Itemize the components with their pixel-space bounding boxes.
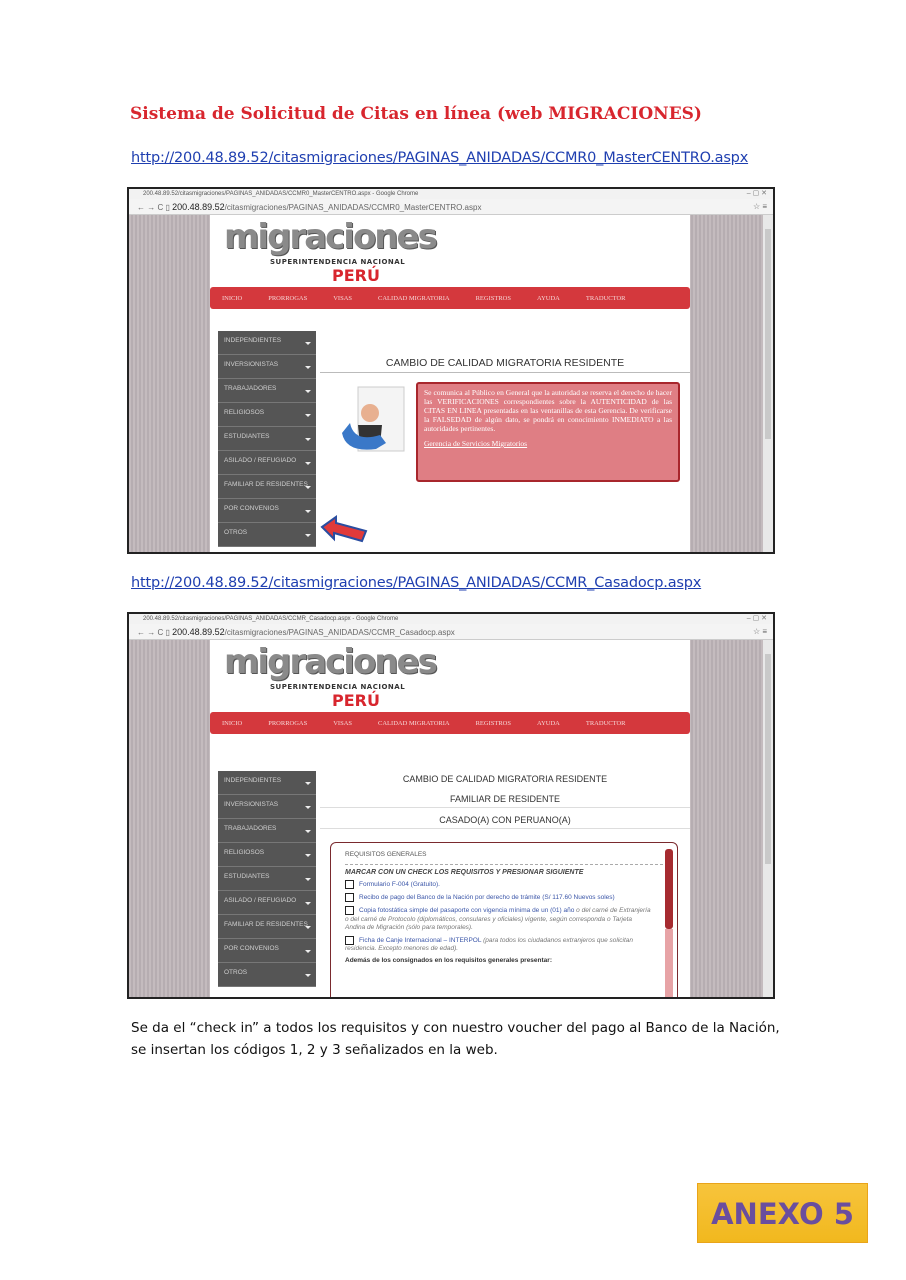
notice-box <box>416 382 680 482</box>
page-subheading-2: CASADO(A) CON PERUANO(A) <box>320 815 690 829</box>
window-titlebar <box>129 614 773 624</box>
sidebar-item[interactable]: FAMILIAR DE RESIDENTES <box>218 915 316 939</box>
nav-registros[interactable]: REGISTROS <box>475 719 511 727</box>
sidebar-item[interactable]: OTROS <box>218 963 316 987</box>
sidebar <box>218 331 316 547</box>
document-title: Sistema de Solicitud de Citas en línea (web MIGRACIONES) <box>130 104 702 124</box>
nav-prorrogas[interactable]: PRORROGAS <box>268 719 308 727</box>
sidebar <box>218 771 316 987</box>
address-bar[interactable]: ← → C ▯ 200.48.89.52/citasmigraciones/PAGINAS_ANIDADAS/CCMR_Casadocp.aspx ☆ ≡ <box>129 624 773 640</box>
sidebar-item[interactable]: OTROS <box>218 523 316 547</box>
nav-inicio[interactable]: INICIO <box>222 294 243 302</box>
page-heading: CAMBIO DE CALIDAD MIGRATORIA RESIDENTE <box>402 774 608 784</box>
sidebar-item[interactable]: INVERSIONISTAS <box>218 795 316 819</box>
instruction: MARCAR CON UN CHECK LOS REQUISITOS Y PRESIONAR SIGUIENTE <box>345 869 584 876</box>
page-heading: CAMBIO DE CALIDAD MIGRATORIA RESIDENTE <box>320 357 690 373</box>
browser-screenshot-2 <box>127 612 775 999</box>
window-title: 200.48.89.52/citasmigraciones/PAGINAS_ANIDADAS/CCMR0_MasterCENTRO.aspx - Google Chrome <box>143 191 419 197</box>
notice-signature-link[interactable]: Gerencia de Servicios Migratorios <box>424 439 528 448</box>
annex-label: ANEXO 5 <box>697 1183 868 1243</box>
checkbox[interactable] <box>345 880 354 889</box>
window-controls[interactable]: – ▢ ✕ <box>746 615 767 622</box>
nav-calidad[interactable]: CALIDAD MIGRATORIA <box>378 294 450 302</box>
explanation-paragraph: Se da el “check in” a todos los requisitos y con nuestro voucher del pago al Banco de la Nación, se insertan los códigos 1, 2 y 3 señalizados en la web. <box>131 1020 780 1058</box>
scrollbar[interactable] <box>763 640 773 999</box>
sidebar-item[interactable]: ESTUDIANTES <box>218 427 316 451</box>
sidebar-item[interactable]: INVERSIONISTAS <box>218 355 316 379</box>
requirements-panel <box>330 842 678 999</box>
requirements-title: REQUISITOS GENERALES <box>345 851 663 865</box>
window-title: 200.48.89.52/citasmigraciones/PAGINAS_ANIDADAS/CCMR_Casadocp.aspx - Google Chrome <box>143 616 399 622</box>
window-titlebar <box>129 189 773 199</box>
user-document-icon <box>336 383 410 459</box>
requirement-item: Formulario F-004 (Gratuito). <box>345 880 663 889</box>
nav-registros[interactable]: REGISTROS <box>475 294 511 302</box>
requirement-item: Ficha de Canje Internacional – INTERPOL (para todos los ciudadanos extranjeros que solicitan residencia. Excepto menores de edad). <box>345 936 634 952</box>
url-host: 200.48.89.52 <box>172 202 225 212</box>
nav-ayuda[interactable]: AYUDA <box>537 294 560 302</box>
url-link-2[interactable]: http://200.48.89.52/citasmigraciones/PAGINAS_ANIDADAS/CCMR_Casadocp.aspx <box>131 575 702 591</box>
nav-traductor[interactable]: TRADUCTOR <box>585 294 626 302</box>
sidebar-item[interactable]: INDEPENDIENTES <box>218 331 316 355</box>
checkbox[interactable] <box>345 936 354 945</box>
notice-text: Se comunica al Público en General que la autoridad se reserva el derecho de hacer las VERIFICACIONES correspondientes sobre la AUTENTICIDAD de las CITAS EN LINEA presentadas en las ventanillas de esta Gerencia. De verificarse la FALSEDAD de algún dato, se pondrá en conocimiento INMEDIATO a las autoridades pertinentes. <box>424 388 672 433</box>
migraciones-logo: migraciones SUPERINTENDENCIA NACIONAL PERÚ <box>224 217 436 285</box>
url-path: /citasmigraciones/PAGINAS_ANIDADAS/CCMR0_MasterCENTRO.aspx <box>224 203 482 212</box>
red-arrow-icon <box>320 515 370 545</box>
nav-ayuda[interactable]: AYUDA <box>537 719 560 727</box>
sidebar-item[interactable]: ASILADO / REFUGIADO <box>218 451 316 475</box>
nav-inicio[interactable]: INICIO <box>222 719 243 727</box>
sidebar-item[interactable]: TRABAJADORES <box>218 379 316 403</box>
nav-visas[interactable]: VISAS <box>333 294 353 302</box>
panel-scrollbar[interactable] <box>665 849 673 929</box>
address-bar[interactable]: ← → C ▯ 200.48.89.52/citasmigraciones/PAGINAS_ANIDADAS/CCMR0_MasterCENTRO.aspx ☆ ≡ <box>129 199 773 215</box>
nav-visas[interactable]: VISAS <box>333 719 353 727</box>
sidebar-item[interactable]: POR CONVENIOS <box>218 939 316 963</box>
nav-prorrogas[interactable]: PRORROGAS <box>268 294 308 302</box>
sidebar-item[interactable]: INDEPENDIENTES <box>218 771 316 795</box>
sidebar-item[interactable]: RELIGIOSOS <box>218 403 316 427</box>
sidebar-item[interactable]: POR CONVENIOS <box>218 499 316 523</box>
requirement-item: Recibo de pago del Banco de la Nación por derecho de trámite (S/ 117.60 Nuevos soles) <box>345 893 663 902</box>
nav-traductor[interactable]: TRADUCTOR <box>585 719 626 727</box>
url-path: /citasmigraciones/PAGINAS_ANIDADAS/CCMR_Casadocp.aspx <box>224 628 455 637</box>
migraciones-logo: migraciones SUPERINTENDENCIA NACIONAL PERÚ <box>224 642 436 710</box>
menu-icon[interactable]: ☆ ≡ <box>752 627 767 636</box>
sidebar-item[interactable]: ASILADO / REFUGIADO <box>218 891 316 915</box>
window-controls[interactable]: – ▢ ✕ <box>746 190 767 197</box>
url-host: 200.48.89.52 <box>172 627 225 637</box>
nav-calidad[interactable]: CALIDAD MIGRATORIA <box>378 719 450 727</box>
main-nav <box>210 287 690 309</box>
sidebar-item[interactable]: ESTUDIANTES <box>218 867 316 891</box>
checkbox[interactable] <box>345 906 354 915</box>
menu-icon[interactable]: ☆ ≡ <box>752 202 767 211</box>
main-nav <box>210 712 690 734</box>
requirement-item: Copia fotostática simple del pasaporte con vigencia mínima de un (01) año o del carné de Extranjería o del carné de Protocolo (diplomáticos, consulares y oficiales) vigente, según corresponda o Tarjeta Andina de Migración (sólo para temporales). <box>345 907 651 931</box>
more-requirements: Además de los consignados en los requisitos generales presentar: <box>345 956 552 964</box>
scrollbar[interactable] <box>763 215 773 554</box>
browser-screenshot-1 <box>127 187 775 554</box>
url-link-1[interactable]: http://200.48.89.52/citasmigraciones/PAGINAS_ANIDADAS/CCMR0_MasterCENTRO.aspx <box>131 150 749 166</box>
checkbox[interactable] <box>345 893 354 902</box>
sidebar-item[interactable]: FAMILIAR DE RESIDENTES <box>218 475 316 499</box>
sidebar-item[interactable]: RELIGIOSOS <box>218 843 316 867</box>
sidebar-item[interactable]: TRABAJADORES <box>218 819 316 843</box>
page-subheading: FAMILIAR DE RESIDENTE <box>320 794 690 808</box>
